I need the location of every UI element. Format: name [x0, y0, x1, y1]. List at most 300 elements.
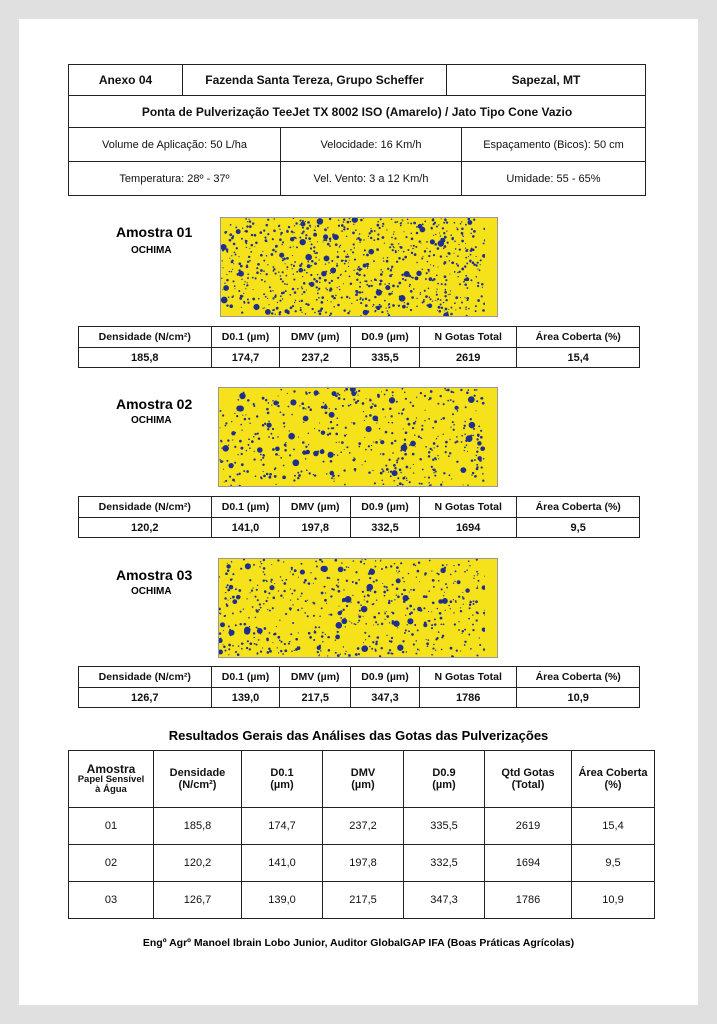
table-cell: 197,8: [323, 845, 404, 882]
droplet: [272, 642, 273, 643]
droplet: [313, 246, 315, 248]
header-coverage: Área Coberta (%): [517, 327, 640, 348]
droplet: [231, 237, 234, 240]
droplet: [422, 269, 423, 270]
droplet: [448, 309, 449, 310]
droplet: [301, 563, 303, 565]
droplet: [295, 222, 297, 224]
droplet: [236, 415, 238, 417]
droplet: [380, 439, 381, 440]
droplet: [228, 644, 231, 647]
droplet: [329, 315, 331, 316]
droplet: [360, 302, 362, 304]
header-drop-count: N Gotas Total: [419, 327, 516, 348]
droplet: [309, 408, 312, 411]
droplet: [234, 286, 235, 287]
droplet: [451, 478, 452, 479]
droplet: [390, 269, 392, 271]
droplet: [260, 476, 262, 478]
droplet: [401, 593, 403, 595]
droplet: [370, 228, 371, 229]
droplet: [319, 282, 321, 284]
droplet: [477, 282, 479, 284]
droplet: [391, 600, 393, 602]
droplet: [423, 230, 424, 231]
droplet: [336, 265, 338, 267]
droplet: [399, 482, 402, 485]
droplet: [445, 299, 447, 301]
droplet: [377, 238, 379, 240]
droplet: [455, 248, 457, 250]
droplet: [372, 306, 373, 307]
table-cell: 9,5: [572, 845, 655, 882]
droplet: [280, 594, 282, 596]
droplet: [439, 612, 442, 615]
droplet: [398, 250, 399, 251]
droplet: [325, 287, 326, 288]
droplet: [380, 273, 383, 276]
application-volume: Volume de Aplicação: 50 L/ha: [69, 128, 281, 161]
droplet: [477, 586, 478, 587]
droplet: [465, 306, 467, 308]
droplet: [302, 276, 303, 277]
droplet: [297, 288, 299, 290]
droplet: [307, 264, 311, 268]
droplet: [372, 470, 373, 471]
droplet: [262, 647, 263, 648]
header-line: Qtd Gotas: [501, 767, 555, 779]
droplet: [227, 584, 229, 586]
droplet: [367, 589, 370, 592]
droplet: [416, 232, 419, 235]
droplet: [298, 268, 303, 273]
droplet: [433, 469, 436, 472]
droplet: [369, 414, 372, 417]
droplet: [356, 391, 358, 393]
droplet: [371, 280, 372, 281]
droplet: [309, 636, 312, 639]
droplet: [364, 596, 366, 598]
droplet: [382, 469, 383, 470]
droplet: [440, 255, 442, 257]
droplet: [358, 446, 360, 448]
droplet: [347, 228, 349, 230]
summary-header-dmv: [323, 751, 404, 808]
droplet: [426, 241, 428, 243]
droplet: [479, 459, 482, 462]
droplet: [449, 273, 450, 274]
droplet: [287, 269, 288, 270]
droplet: [292, 232, 293, 233]
droplet: [444, 261, 447, 264]
droplet: [234, 251, 236, 253]
droplet: [480, 259, 482, 261]
nozzle-spacing: Espaçamento (Bicos): 50 cm: [483, 138, 624, 151]
droplet: [424, 477, 425, 478]
droplet: [456, 461, 458, 463]
droplet: [361, 559, 362, 560]
droplet: [231, 561, 233, 563]
header-line: D0.9: [432, 767, 456, 779]
droplet: [387, 652, 389, 654]
droplet: [230, 578, 232, 580]
droplet: [391, 442, 394, 445]
droplet: [339, 246, 341, 248]
summary-header-d09: [404, 751, 485, 808]
droplet: [404, 453, 407, 456]
droplet: [236, 405, 242, 411]
droplet: [482, 473, 484, 475]
droplet: [449, 439, 450, 440]
droplet: [267, 298, 268, 299]
droplet: [384, 619, 385, 620]
droplet: [255, 242, 258, 245]
droplet: [303, 422, 304, 423]
droplet: [468, 618, 470, 620]
droplet: [249, 447, 251, 449]
droplet: [440, 238, 445, 243]
droplet: [443, 248, 445, 250]
header-d01: D0.1 (µm): [211, 327, 280, 348]
droplet: [364, 559, 366, 560]
droplet: [442, 635, 444, 637]
droplet: [430, 264, 431, 265]
droplet: [464, 629, 466, 631]
droplet: [375, 649, 377, 651]
droplet: [364, 420, 365, 421]
droplet: [273, 400, 278, 405]
droplet: [403, 595, 409, 601]
droplet: [352, 218, 358, 223]
droplet: [420, 392, 422, 394]
droplet: [365, 639, 366, 640]
droplet: [362, 647, 363, 648]
droplet: [424, 420, 425, 421]
droplet: [413, 589, 415, 591]
droplet: [449, 452, 451, 454]
droplet: [430, 239, 435, 244]
droplet: [389, 407, 392, 410]
droplet: [357, 647, 360, 650]
table-cell: 139,0: [242, 882, 323, 919]
droplet: [257, 585, 258, 586]
droplet: [428, 477, 430, 479]
droplet: [363, 642, 364, 643]
droplet-pattern: [221, 218, 497, 316]
droplet: [243, 470, 245, 472]
droplet: [285, 263, 286, 264]
droplet: [318, 288, 320, 290]
table-cell: 01: [69, 808, 154, 845]
droplet: [228, 463, 233, 468]
header-line: D0.1: [270, 767, 294, 779]
droplet: [344, 618, 345, 619]
droplet: [444, 592, 445, 593]
droplet: [292, 305, 294, 307]
droplet: [391, 293, 393, 295]
droplet: [239, 262, 242, 265]
droplet: [286, 266, 288, 268]
droplet: [229, 233, 232, 236]
droplet: [402, 640, 404, 642]
droplet: [392, 304, 395, 307]
droplet: [475, 276, 477, 278]
droplet: [276, 307, 279, 310]
droplet: [252, 277, 254, 279]
droplet: [366, 426, 372, 432]
droplet: [434, 420, 437, 423]
droplet: [299, 224, 300, 225]
droplet: [371, 406, 373, 408]
droplet: [389, 274, 392, 277]
droplet: [293, 273, 294, 274]
droplet: [322, 632, 324, 634]
droplet: [476, 438, 478, 440]
droplet: [257, 447, 263, 453]
droplet: [245, 414, 246, 415]
droplet: [267, 412, 270, 415]
droplet: [229, 271, 230, 272]
droplet: [432, 601, 435, 604]
droplet: [454, 271, 456, 273]
droplet: [370, 590, 372, 592]
droplet: [240, 611, 242, 613]
droplet: [436, 445, 438, 447]
droplet: [422, 469, 424, 471]
droplet: [373, 624, 374, 625]
droplet: [404, 302, 405, 303]
droplet: [386, 611, 387, 612]
droplet: [327, 243, 330, 246]
droplet: [443, 302, 445, 304]
droplet: [411, 296, 414, 299]
droplet: [362, 591, 364, 593]
droplet: [232, 645, 234, 647]
droplet: [428, 255, 430, 257]
droplet: [358, 620, 360, 622]
droplet: [433, 586, 435, 588]
droplet: [271, 404, 272, 405]
spray-card-image: [218, 558, 498, 658]
droplet: [473, 600, 475, 602]
droplet: [267, 428, 269, 430]
droplet: [345, 626, 346, 627]
droplet: [472, 435, 474, 437]
droplet: [223, 630, 224, 631]
value-coverage: 15,4: [517, 348, 640, 368]
table-row: [69, 882, 655, 919]
droplet: [436, 291, 437, 292]
droplet: [263, 603, 265, 605]
droplet: [346, 296, 348, 298]
droplet: [410, 589, 412, 591]
droplet: [238, 589, 241, 592]
droplet: [294, 225, 295, 226]
droplet: [325, 264, 326, 265]
droplet: [444, 601, 446, 603]
droplet: [321, 607, 323, 609]
table-cell: 15,4: [572, 808, 655, 845]
droplet: [352, 595, 353, 596]
droplet: [407, 624, 408, 625]
droplet: [456, 436, 458, 438]
table-cell: 126,7: [154, 882, 242, 919]
droplet: [243, 392, 245, 394]
droplet: [442, 564, 444, 566]
droplet: [415, 277, 419, 281]
droplet: [315, 226, 316, 227]
droplet: [318, 626, 320, 628]
droplet: [313, 250, 315, 252]
droplet: [423, 607, 425, 609]
droplet: [386, 589, 388, 591]
droplet: [450, 234, 452, 236]
droplet: [446, 390, 448, 392]
droplet: [439, 232, 440, 233]
droplet: [388, 293, 391, 296]
droplet: [292, 604, 293, 605]
droplet: [230, 224, 232, 226]
droplet: [241, 447, 244, 450]
droplet: [382, 408, 384, 410]
droplet: [288, 406, 290, 408]
droplet: [458, 596, 460, 598]
droplet: [370, 449, 372, 451]
droplet: [248, 418, 250, 420]
droplet: [412, 427, 414, 429]
droplet: [445, 279, 447, 281]
droplet: [359, 291, 361, 293]
droplet: [254, 637, 255, 638]
droplet: [389, 622, 390, 623]
droplet: [420, 294, 421, 295]
droplet: [421, 425, 423, 427]
droplet: [256, 271, 259, 274]
droplet: [394, 440, 396, 442]
droplet: [388, 602, 391, 605]
droplet: [450, 391, 452, 393]
droplet: [432, 427, 434, 429]
droplet: [377, 224, 380, 227]
droplet: [434, 222, 436, 224]
droplet: [241, 453, 243, 455]
wind-speed: Vel. Vento: 3 a 12 Km/h: [281, 162, 462, 195]
droplet: [414, 253, 417, 256]
droplet: [258, 639, 260, 641]
droplet: [440, 617, 443, 620]
droplet: [354, 247, 355, 248]
droplet: [346, 434, 347, 435]
droplet: [479, 637, 480, 638]
droplet: [282, 280, 284, 282]
droplet: [256, 415, 258, 417]
droplet: [397, 457, 399, 459]
sample-title: Amostra 02: [116, 396, 193, 412]
droplet: [415, 421, 417, 423]
droplet: [374, 296, 376, 298]
droplet: [269, 286, 271, 288]
droplet: [428, 418, 430, 420]
droplet: [392, 244, 394, 246]
droplet: [266, 408, 269, 411]
droplet: [319, 312, 322, 315]
droplet: [249, 579, 251, 581]
droplet: [424, 221, 426, 223]
droplet: [221, 278, 222, 279]
droplet: [455, 600, 457, 602]
droplet: [453, 599, 454, 600]
table-cell: 185,8: [154, 808, 242, 845]
droplet: [444, 245, 447, 248]
droplet: [253, 289, 254, 290]
droplet: [414, 624, 416, 626]
droplet: [262, 397, 265, 400]
droplet: [467, 300, 468, 301]
droplet: [429, 297, 430, 298]
droplet: [315, 626, 317, 628]
droplet: [365, 415, 367, 417]
droplet: [473, 578, 474, 579]
droplet: [360, 604, 362, 606]
droplet: [358, 395, 359, 396]
droplet: [343, 309, 345, 311]
droplet: [475, 310, 477, 312]
droplet: [291, 569, 293, 571]
droplet: [316, 252, 318, 254]
droplet: [340, 617, 342, 619]
droplet: [413, 608, 415, 610]
droplet: [448, 455, 450, 457]
droplet: [469, 607, 471, 609]
value-density: 120,2: [79, 518, 212, 538]
droplet: [375, 621, 377, 623]
header-d09: D0.9 (µm): [351, 327, 420, 348]
droplet: [330, 614, 332, 616]
droplet: [393, 234, 394, 235]
droplet: [386, 260, 389, 263]
header-coverage: Área Coberta (%): [517, 497, 640, 518]
droplet: [338, 220, 339, 221]
droplet: [346, 605, 348, 607]
droplet: [249, 642, 252, 645]
droplet: [437, 436, 438, 437]
droplet: [389, 649, 391, 651]
droplet: [294, 569, 297, 572]
header-line: (µm): [270, 779, 294, 791]
droplet: [397, 627, 398, 628]
droplet: [357, 601, 360, 604]
droplet: [290, 599, 291, 600]
droplet: [345, 651, 346, 652]
droplet: [433, 472, 434, 473]
droplet: [347, 254, 348, 255]
droplet: [353, 623, 355, 625]
droplet: [421, 258, 423, 260]
droplet: [265, 399, 267, 401]
droplet: [244, 627, 251, 634]
droplet: [301, 471, 303, 473]
droplet: [271, 253, 274, 256]
droplet: [458, 244, 459, 245]
droplet: [392, 612, 394, 614]
droplet: [310, 274, 312, 276]
droplet: [414, 434, 415, 435]
droplet: [272, 249, 275, 252]
droplet: [290, 237, 294, 241]
droplet: [442, 601, 444, 603]
droplet: [460, 389, 462, 391]
droplet: [373, 239, 375, 241]
